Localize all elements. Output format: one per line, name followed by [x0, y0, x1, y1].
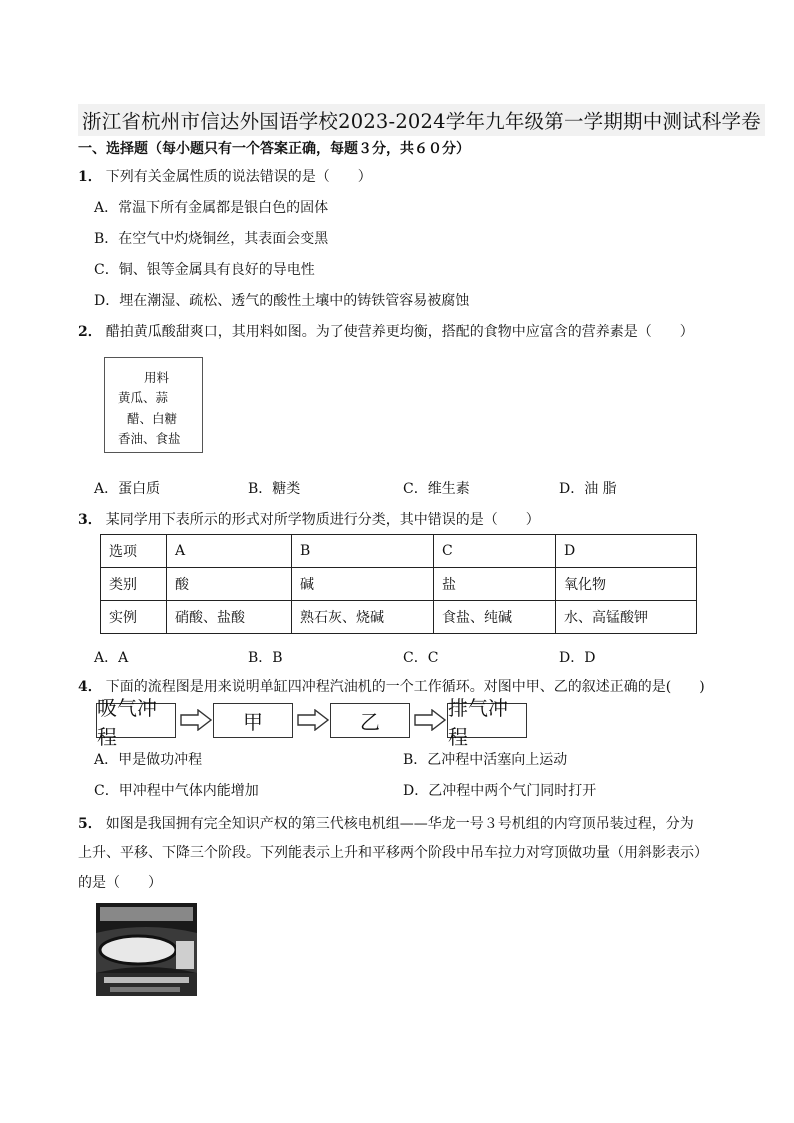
q3-option-c: C．C — [403, 650, 439, 666]
table-cell: 选项 — [101, 535, 167, 568]
table-cell: 氧化物 — [556, 568, 697, 601]
table-cell: 盐 — [434, 568, 556, 601]
table-cell: 熟石灰、烧碱 — [292, 601, 434, 634]
flow-box-intake: 吸气冲程 — [96, 703, 176, 738]
arrow-right-icon — [180, 709, 212, 731]
table-cell: 类别 — [101, 568, 167, 601]
recipe-line: 香油、食盐 — [118, 431, 181, 446]
classification-table — [100, 534, 697, 634]
q2-option-b: B．糖类 — [248, 481, 301, 497]
recipe-line: 黄瓜、蒜 — [118, 390, 169, 405]
question-number: 4． — [78, 679, 102, 695]
table-cell: A — [167, 535, 292, 568]
table-row — [101, 535, 697, 568]
dome-lifting-photo — [96, 903, 197, 996]
question-number: 3． — [78, 512, 102, 528]
q3-option-a: A．A — [94, 650, 129, 666]
table-cell: 实例 — [101, 601, 167, 634]
question-2 — [78, 321, 694, 341]
table-cell: C — [434, 535, 556, 568]
table-cell: 碱 — [292, 568, 434, 601]
q4-option-b: B．乙冲程中活塞向上运动 — [403, 752, 568, 768]
question-number: 1． — [78, 169, 102, 185]
question-5-line-2: 上升、平移、下降三个阶段。下列能表示上升和平移两个阶段中吊车拉力对穹顶做功量（用斜影表示） — [78, 845, 708, 861]
question-number: 2． — [78, 324, 102, 340]
arrow-right-icon — [414, 709, 446, 731]
table-cell: B — [292, 535, 434, 568]
question-number: 5． — [78, 816, 102, 832]
table-cell: 硝酸、盐酸 — [167, 601, 292, 634]
q3-option-b: B．B — [248, 650, 283, 666]
question-3 — [78, 509, 540, 529]
table-cell: D — [556, 535, 697, 568]
table-row — [101, 601, 697, 634]
question-5 — [78, 813, 694, 833]
question-stem: 某同学用下表所示的形式对所学物质进行分类，其中错误的是（ ） — [105, 512, 540, 528]
table-row — [101, 568, 697, 601]
question-1 — [78, 166, 372, 186]
table-cell: 酸 — [167, 568, 292, 601]
flow-box-jia: 甲 — [213, 703, 293, 738]
q2-option-c: C．维生素 — [403, 481, 470, 497]
q1-option-d: D．埋在潮湿、疏松、透气的酸性土壤中的铸铁管容易被腐蚀 — [94, 293, 470, 309]
recipe-card — [104, 357, 203, 453]
q2-option-d: D．油 脂 — [559, 481, 617, 497]
q4-option-a: A．甲是做功冲程 — [94, 752, 203, 768]
question-stem: 醋拍黄瓜酸甜爽口，其用料如图。为了使营养更均衡，搭配的食物中应富含的营养素是（ ） — [105, 324, 694, 340]
flow-box-yi: 乙 — [330, 703, 410, 738]
question-stem: 下列有关金属性质的说法错误的是（ ） — [105, 169, 372, 185]
q4-option-d: D．乙冲程中两个气门同时打开 — [403, 783, 597, 799]
recipe-line: 醋、白糖 — [127, 411, 178, 426]
arrow-right-icon — [297, 709, 329, 731]
question-stem: 下面的流程图是用来说明单缸四冲程汽油机的一个工作循环。对图中甲、乙的叙述正确的是( ) — [105, 679, 705, 695]
q1-option-b: B．在空气中灼烧铜丝，其表面会变黑 — [94, 231, 329, 247]
q2-option-a: A．蛋白质 — [94, 481, 161, 497]
q4-option-c: C．甲冲程中气体内能增加 — [94, 783, 259, 799]
section-heading: 一、选择题（每小题只有一个答案正确，每题３分，共６０分） — [78, 141, 470, 157]
flow-box-exhaust: 排气冲程 — [447, 703, 527, 738]
recipe-heading: 用料 — [144, 370, 170, 385]
question-stem: 如图是我国拥有完全知识产权的第三代核电机组——华龙一号３号机组的内穹顶吊装过程，分为 — [105, 816, 694, 832]
q1-option-c: C．铜、银等金属具有良好的导电性 — [94, 262, 315, 278]
question-5-line-3: 的是（ ） — [78, 875, 162, 891]
q3-option-d: D．D — [559, 650, 596, 666]
q1-option-a: A．常温下所有金属都是银白色的固体 — [94, 200, 329, 216]
page-title: 浙江省杭州市信达外国语学校2023-2024学年九年级第一学期期中测试科学卷 — [78, 104, 765, 136]
table-cell: 水、高锰酸钾 — [556, 601, 697, 634]
table-cell: 食盐、纯碱 — [434, 601, 556, 634]
